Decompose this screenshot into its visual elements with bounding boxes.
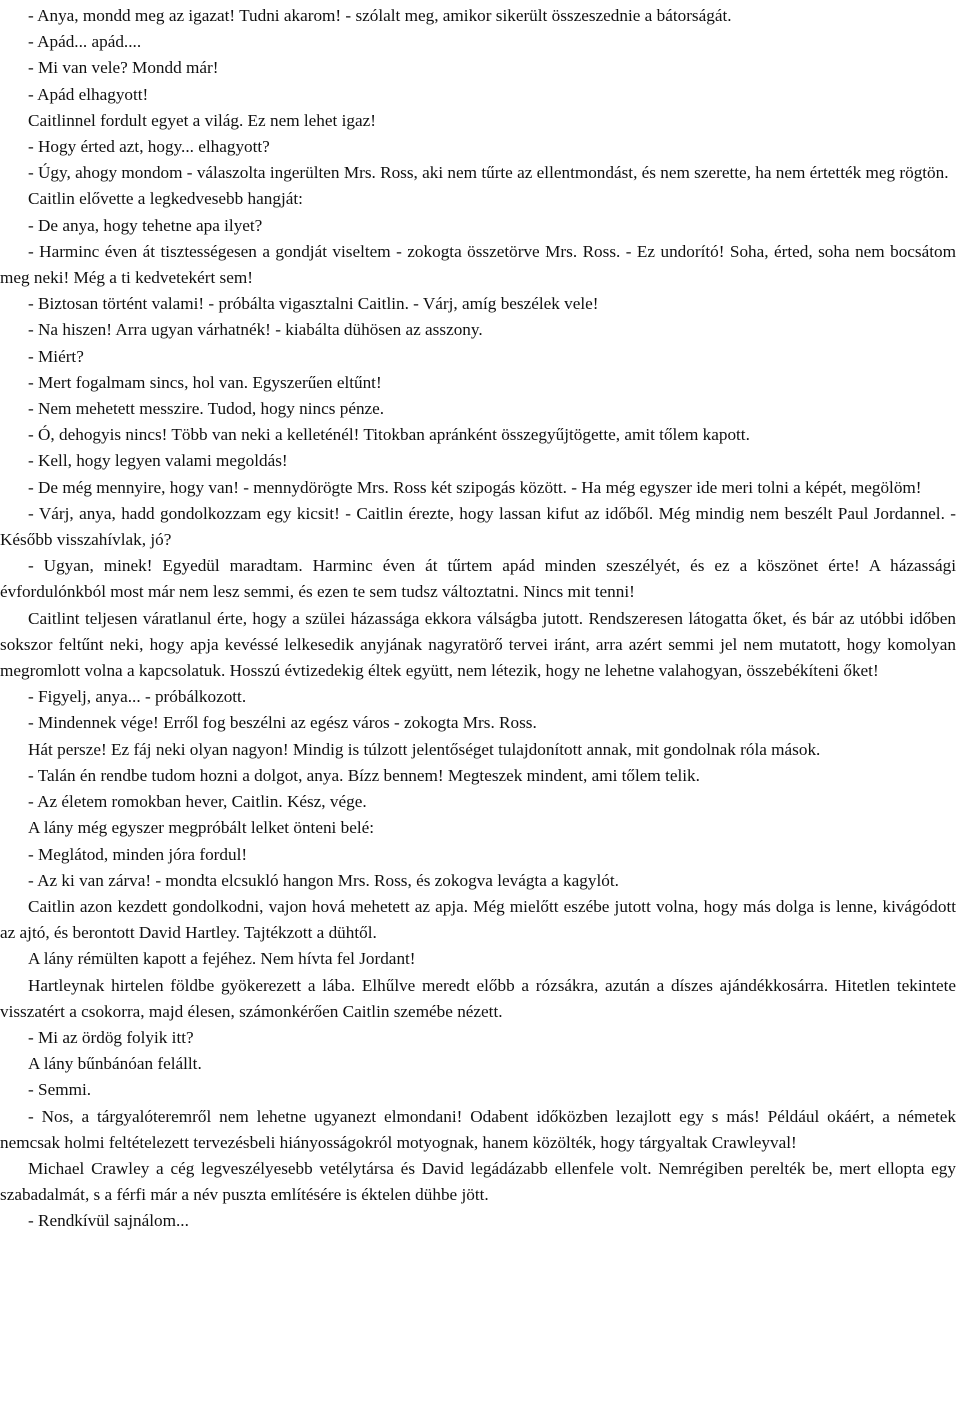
paragraph: - De anya, hogy tehetne apa ilyet?	[28, 215, 263, 235]
paragraph: - Miért?	[28, 346, 84, 366]
paragraph: - Mert fogalmam sincs, hol van. Egyszerűen eltűnt!	[28, 372, 382, 392]
paragraph: - Na hiszen! Arra ugyan várhatnék! - kiabálta dühösen az asszony.	[28, 320, 483, 340]
paragraph: - Harminc éven át tisztességesen a gondját viseltem - zokogta összetörve Mrs. Ross. - Ez undorító! Soha, érted, soha nem bocsátom meg neki! Még a ti kedvetekért sem!	[0, 241, 956, 288]
paragraph: - Úgy, ahogy mondom - válaszolta ingerülten Mrs. Ross, aki nem tűrte az ellentmondást, és nem szerette, ha nem értették meg rögtön.	[28, 163, 949, 183]
paragraph: Hát persze! Ez fáj neki olyan nagyon! Mindig is túlzott jelentőséget tulajdonított annak, mit gondolnak róla mások.	[28, 739, 821, 759]
paragraph: - Talán én rendbe tudom hozni a dolgot, anya. Bízz bennem! Megteszek mindent, ami tőlem telik.	[28, 765, 700, 785]
paragraph: A lány még egyszer megpróbált lelket önteni belé:	[28, 818, 375, 838]
paragraph: - Apád elhagyott!	[28, 84, 149, 104]
paragraph: Hartleynak hirtelen földbe gyökerezett a lába. Elhűlve meredt előbb a rózsákra, azután a díszes ajándékkosárra. Hitetlen tekintete visszatért a csokorra, majd élesen, számonkérően Caitlin szemébe nézett.	[0, 975, 956, 1021]
paragraph: - Anya, mondd meg az igazat! Tudni akarom! - szólalt meg, amikor sikerült összeszednie a bátorságát.	[28, 6, 732, 25]
paragraph: Caitlin elővette a legkedvesebb hangját:	[28, 189, 303, 209]
paragraph: A lány rémülten kapott a fejéhez. Nem hívta fel Jordant!	[28, 949, 416, 969]
paragraph: - Hogy érted azt, hogy... elhagyott?	[28, 137, 270, 157]
paragraph: - Apád... apád....	[28, 32, 142, 52]
paragraph: - Semmi.	[28, 1080, 92, 1100]
paragraph: Caitlint teljesen váratlanul érte, hogy a szülei házassága ekkora válságba jutott. Rendszeresen látogatta őket, és bár az utóbbi időben sokszor feltűnt neki, hogy apja kevéssé lelkesedik anyjának nagyratörő tervei iránt, arra azért semmi jel nem mutatott, hogy komolyan megromlott volna a kapcsolatuk. Hosszú évtizedekig éltek együtt, nem létezik, hogy ne lehetne valahogyan, összebékíteni őket!	[0, 608, 956, 681]
paragraph: - Nos, a tárgyalóteremről nem lehetne ugyanezt elmondani! Odabent időközben lezajlott egy s más! Például okáért, a németek nemcsak holmi feltételezett tervezésbeli hiányosságokról motyognak, hanem közölték, hogy tárgyaltak Crawleyval!	[0, 1106, 956, 1152]
paragraph: - Mi az ördög folyik itt?	[28, 1027, 194, 1047]
paragraph: - De még mennyire, hogy van! - mennydörögte Mrs. Ross két szipogás között. - Ha még egyszer ide meri tolni a képét, megölöm!	[28, 477, 922, 497]
paragraph: - Ó, dehogyis nincs! Több van neki a kelleténél! Titokban apránként összegyűjtögette, amit tőlem kapott.	[28, 425, 750, 445]
paragraph: - Ugyan, minek! Egyedül maradtam. Harminc éven át tűrtem apád minden szeszélyét, és ez a köszönet érte! A házassági évfordulónkból most már nem lesz semmi, és ezen te sem tudsz változtatni. Nincs mit tenni!	[0, 556, 956, 602]
paragraph: - Várj, anya, hadd gondolkozzam egy kicsit! - Caitlin érezte, hogy lassan kifut az időből. Még mindig nem beszélt Paul Jordannel. - Később visszahívlak, jó?	[0, 503, 956, 550]
paragraph: - Az életem romokban hever, Caitlin. Kész, vége.	[28, 792, 367, 812]
paragraph: - Figyelj, anya... - próbálkozott.	[28, 687, 247, 707]
paragraph: - Nem mehetett messzire. Tudod, hogy nincs pénze.	[28, 399, 385, 419]
paragraph: - Meglátod, minden jóra fordul!	[28, 844, 248, 864]
paragraph: Caitlinnel fordult egyet a világ. Ez nem lehet igaz!	[28, 110, 376, 130]
paragraph: - Mi van vele? Mondd már!	[28, 58, 219, 78]
paragraph: Michael Crawley a cég legveszélyesebb vetélytársa és David legádázabb ellenfele volt. Nemrégiben perelték be, mert ellopta egy szabadalmát, s a férfi már a név puszta említésére is éktelen dühbe jött.	[0, 1158, 956, 1205]
paragraph: - Kell, hogy legyen valami megoldás!	[28, 451, 288, 471]
paragraph: - Az ki van zárva! - mondta elcsukló hangon Mrs. Ross, és zokogva levágta a kagylót.	[28, 870, 619, 890]
paragraph: A lány bűnbánóan felállt.	[28, 1054, 202, 1074]
paragraph: - Rendkívül sajnálom...	[28, 1211, 189, 1231]
paragraph: - Biztosan történt valami! - próbálta vigasztalni Caitlin. - Várj, amíg beszélek vele!	[28, 294, 599, 314]
paragraph: Caitlin azon kezdett gondolkodni, vajon hová mehetett az apja. Még mielőtt eszébe jutott volna, hogy más dolga is lenne, kivágódott az ajtó, és berontott David Hartley. Tajtékzott a dühtől.	[0, 896, 956, 943]
paragraph: - Mindennek vége! Erről fog beszélni az egész város - zokogta Mrs. Ross.	[28, 713, 537, 733]
